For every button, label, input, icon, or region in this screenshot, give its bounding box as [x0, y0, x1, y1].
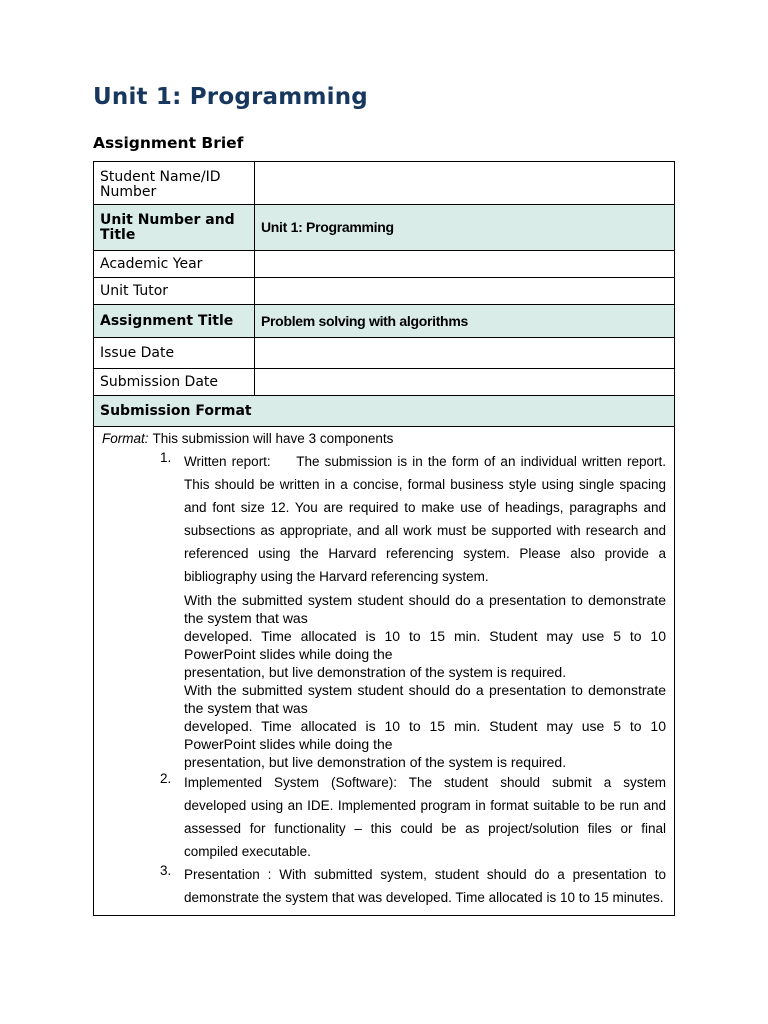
assignment-brief-table	[93, 161, 675, 916]
row-tutor	[94, 278, 675, 305]
document-title: Unit 1: Programming	[93, 84, 368, 110]
list-item-presentation	[102, 863, 666, 909]
year-label: Academic Year	[94, 251, 255, 278]
format-list-continued	[102, 771, 666, 909]
presentation-note-line: presentation, but live demonstration of the system is required.	[184, 664, 567, 680]
row-submission	[94, 369, 675, 396]
presentation-text: Presentation : With submitted system, student should do a presentation to demonstrate the system that was developed. Time allocated is 10 to 15 minutes.	[184, 867, 666, 905]
row-assignment	[94, 305, 675, 338]
tutor-value	[255, 278, 675, 305]
list-number: 3.	[160, 863, 172, 878]
presentation-note-line: developed. Time allocated is 10 to 15 min. Student may use 5 to 10 PowerPoint slides while doing the	[184, 718, 666, 752]
row-unit	[94, 205, 675, 251]
list-number: 2.	[160, 771, 172, 786]
submission-format-header: Submission Format	[94, 396, 675, 427]
format-intro-label: Format:	[102, 431, 149, 446]
issue-label: Issue Date	[94, 338, 255, 369]
list-number: 1.	[160, 450, 172, 465]
format-list	[102, 450, 670, 588]
list-item-implemented-system	[102, 771, 666, 863]
presentation-note-line: developed. Time allocated is 10 to 15 min. Student may use 5 to 10 PowerPoint slides while doing the	[184, 628, 666, 662]
tutor-label: Unit Tutor	[94, 278, 255, 305]
implemented-system-text: Implemented System (Software): The student should submit a system developed using an IDE. Implemented program in format suitable to be run and assessed for functionality – this could be as project/solution files or final compiled executable.	[184, 775, 666, 859]
issue-value	[255, 338, 675, 369]
presentation-note-2	[102, 681, 666, 771]
row-issue	[94, 338, 675, 369]
presentation-note-line: With the submitted system student should do a presentation to demonstrate the system that was	[184, 682, 666, 716]
student-label: Student Name/ID Number	[94, 162, 255, 205]
year-value	[255, 251, 675, 278]
format-intro	[102, 431, 666, 447]
row-year	[94, 251, 675, 278]
assignment-value: Problem solving with algorithms	[255, 305, 675, 338]
unit-label: Unit Number and Title	[94, 205, 255, 251]
format-intro-text: This submission will have 3 components	[152, 431, 394, 446]
row-format-body	[94, 427, 675, 916]
student-value	[255, 162, 675, 205]
assignment-label: Assignment Title	[94, 305, 255, 338]
row-format-header	[94, 396, 675, 427]
unit-value: Unit 1: Programming	[255, 205, 675, 251]
presentation-note-line: With the submitted system student should do a presentation to demonstrate the system that was	[184, 592, 666, 626]
submission-format-body	[94, 427, 675, 916]
submission-label: Submission Date	[94, 369, 255, 396]
submission-value	[255, 369, 675, 396]
assignment-brief-heading: Assignment Brief	[93, 134, 244, 152]
list-item-written-report	[102, 450, 670, 588]
row-student	[94, 162, 675, 205]
presentation-note-line: presentation, but live demonstration of the system is required.	[184, 754, 567, 770]
presentation-note-1	[102, 591, 666, 681]
written-report-text: Written report: The submission is in the form of an individual written report. This should be written in a concise, formal business style using single spacing and font size 12. You are required to make use of headings, paragraphs and subsections as appropriate, and all work must be supported with research and referenced using the Harvard referencing system. Please also provide a bibliography using the Harvard referencing system.	[184, 454, 670, 584]
